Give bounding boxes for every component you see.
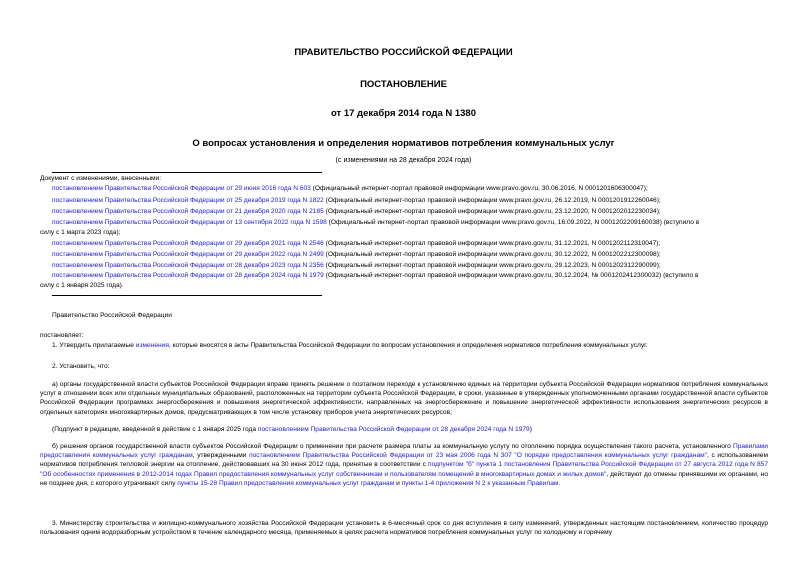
- amendment-link[interactable]: постановлением Правительства Российской Федерации от 21 декабря 2020 года N 2185: [52, 208, 324, 215]
- appendix-2-link[interactable]: пункты 1-4 приложения N 2 к указанным Правилам: [401, 479, 559, 487]
- amendment-item: постановлением Правительства Российской Федерации от 21 декабря 2020 года N 2185 (Официальный интернет-портал правовой информации www.pravo.gov.ru, 23.12.2020, N 0001202012230034);: [52, 208, 661, 215]
- changes-note: (с изменениями на 28 декабря 2024 года): [335, 157, 472, 164]
- paragraph-2: 2. Установить, что:: [52, 363, 110, 370]
- divider-top: [52, 172, 322, 173]
- amendment-link[interactable]: постановлением Правительства Российской Федерации от 25 декабря 2019 года N 1822: [52, 197, 324, 204]
- amendments-intro: Документ с изменениями, внесенными:: [40, 175, 162, 182]
- amendment-link[interactable]: постановлением Правительства Российской Федерации от 29 декабря 2021 года N 2546: [52, 240, 324, 247]
- resolution-307-link[interactable]: постановлением Правительства Российской Федерации от 23 мая 2006 года N 307 "О порядке предоставления коммунальных услуг гражданам": [249, 452, 708, 460]
- amendment-link[interactable]: постановлением Правительства Российской Федерации от 29 июня 2016 года N 603: [52, 185, 311, 192]
- amendment-item: постановлением Правительства Российской Федерации от 28 декабря 2023 года N 2356 (Официальный интернет-портал правовой информации www.pravo.gov.ru, 29.12.2023, N 0001202312290099);: [52, 262, 661, 269]
- amendment-link[interactable]: постановлением Правительства Российской Федерации от 28 декабря 2023 года N 2356: [52, 262, 324, 269]
- amendment-item: постановлением Правительства Российской Федерации от 28 декабря 2024 года N 1979 (Официальный интернет-портал правовой информации www.pravo.gov.ru, 30.12.2024, № 0001202412300032) (вступило в: [52, 272, 699, 279]
- points-15-28-link[interactable]: пункты 15-28 Правил предоставления коммунальных услуг гражданам: [177, 479, 395, 487]
- amendment-link[interactable]: постановлением Правительства Российской Федерации от 29 декабря 2022 года N 2499: [52, 251, 324, 258]
- amendment-item: постановлением Правительства Российской Федерации от 29 июня 2016 года N 603 (Официальный интернет-портал правовой информации www.pravo.gov.ru, 30.06.2016, N 0001201606300047);: [52, 185, 648, 192]
- amendment-item-continuation: силу с 1 января 2025 года).: [40, 282, 124, 289]
- divider-bottom: [52, 295, 322, 296]
- document-date-number: от 17 декабря 2014 года N 1380: [330, 108, 476, 119]
- amendment-link[interactable]: постановлением Правительства Российской Федерации от 13 сентября 2022 года N 1598: [52, 219, 327, 226]
- subparagraph-a: а) органы государственной власти субъектов Российской Федерации вправе принять решение о поэтапном переходе к установлению единых на территории субъекта Российской Федерации нормативов потребления коммунальных услуг в отношении всех или отдельных муниципальных образований, расположенных на территории субъекта Российской Федерации, в сроки, указанные в утвержденных уполномоченными органами государственной власти субъектов Российской Федерации программах энергосбережения и повышения энергетической эффективности, направленных на энергосбережение и повышение энергетической эффективности использования энергетических ресурсов в отдельных категориях многоквартирных домов, предусматривающих в том числе установку приборов учета энергетических ресурсов;: [40, 381, 768, 416]
- note-link[interactable]: постановлением Правительства Российской Федерации от 28 декабря 2024 года N 1979: [257, 426, 530, 433]
- amendment-item: постановлением Правительства Российской Федерации от 25 декабря 2019 года N 1822 (Официальный интернет-портал правовой информации www.pravo.gov.ru, 26.12.2019, N 0001201912260046);: [52, 197, 661, 204]
- rules-link[interactable]: Правилами предоставления коммунальных услуг гражданам: [40, 443, 768, 460]
- changes-link[interactable]: изменения: [135, 342, 169, 349]
- amendment-item: постановлением Правительства Российской Федерации от 29 декабря 2021 года N 2546 (Официальный интернет-портал правовой информации www.pravo.gov.ru, 31.12.2021, N 0001202112310047);: [52, 240, 661, 247]
- paragraph-3: 3. Министерству строительства и жилищно-коммунального хозяйства Российской Федерации установить в 6-месячный срок со дня вступления в силу изменений, утвержденных настоящим постановлением, количество процедур пользования одним водоразборным устройством в течение календарного месяца, применяемых в целях расчета нормативов потребления коммунальных услуг по холодному и горячему: [40, 520, 768, 537]
- amendment-item-continuation: силу с 1 марта 2023 года);: [40, 229, 121, 236]
- amendment-link[interactable]: постановлением Правительства Российской Федерации от 28 декабря 2024 года N 1979: [52, 272, 324, 279]
- subparagraph-b: б) решения органов государственной власти субъектов Российской Федерации о применении при расчете размера платы за коммунальную услугу по отоплению порядка осуществления такого расчета, установленного Правилами предоставления коммунальных услуг гражданам, утвержденными постановлением Правительства Российской Федерации от 23 мая 2006 года N 307 "О порядке предоставления коммунальных услуг гражданам", с использованием нормативов потребления тепловой энергии на отопление, действовавших на 30 июня 2012 года, принятые в соответствии с подпунктом "б" пункта 1 постановления Правительства Российской Федерации от 27 августа 2012 года N 857 "Об особенностях применения в 2012-2014 годах Правил предоставления коммунальных услуг собственникам и пользователям помещений в многоквартирных домах и жилых домов", действуют до отмены принявшими их органами, но не позднее дня, с которого утрачивают силу пункты 15-28 Правил предоставления коммунальных услуг гражданам и пункты 1-4 приложения N 2 к указанным Правилам.: [40, 443, 768, 487]
- resolution-857-link[interactable]: подпунктом "б" пункта 1 постановления Правительства Российской Федерации от 27 августа 2012 года N 857 "Об особенностях применения в 2012-2014 годах Правил предоставления коммунальных услуг собственникам и пользователям помещений в многоквартирных домах и жилых домов": [40, 461, 768, 478]
- amendment-item: постановлением Правительства Российской Федерации от 29 декабря 2022 года N 2499 (Официальный интернет-портал правовой информации www.pravo.gov.ru, 30.12.2022, N 0001202212300098);: [52, 251, 661, 258]
- document-title: О вопросах установления и определения нормативов потребления коммунальных услуг: [192, 138, 615, 149]
- resolves-text: постановляет:: [40, 332, 84, 339]
- issuer-text: Правительство Российской Федерации: [52, 312, 172, 319]
- document-type: ПОСТАНОВЛЕНИЕ: [360, 79, 447, 90]
- subparagraph-a-note: (Подпункт в редакции, введенной в действие с 1 января 2025 года постановлением Правительства Российской Федерации от 28 декабря 2024 года N 1979): [52, 426, 532, 433]
- government-heading: ПРАВИТЕЛЬСТВО РОССИЙСКОЙ ФЕДЕРАЦИИ: [294, 47, 513, 58]
- paragraph-1: 1. Утвердить прилагаемые изменения, которые вносятся в акты Правительства Российской Федерации по вопросам установления и определения нормативов потребления коммунальных услуг.: [52, 342, 648, 349]
- amendment-item: постановлением Правительства Российской Федерации от 13 сентября 2022 года N 1598 (Официальный интернет-портал правовой информации www.pravo.gov.ru, 16.09.2022, N 0001202209160038) (вступило в: [52, 219, 700, 226]
